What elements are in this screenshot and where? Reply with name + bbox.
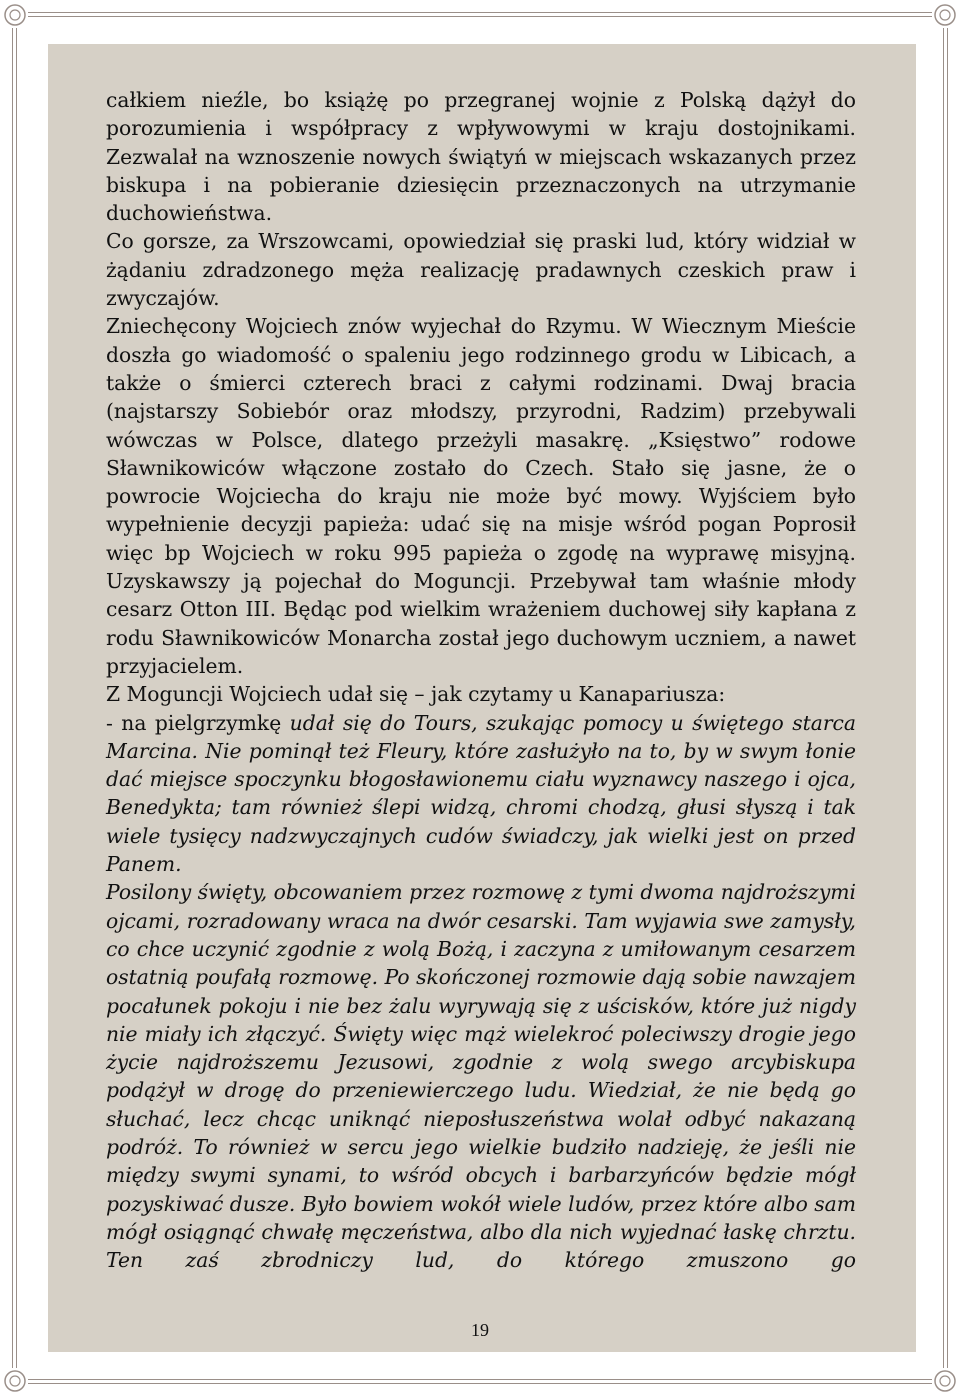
- paragraph-3: Zniechęcony Wojciech znów wyjechał do Rzymu. W Wiecznym Mieście doszła go wiadomość o spaleniu jego rodzinnego grodu w Libicach, a także o śmierci czterech braci z całymi rodzinami. Dwaj bracia (najstarszy Sobiebór oraz młodszy, przyrodni, Radzim) przebywali wówczas w Polsce, dlatego przeżyli masakrę. „Księstwo” rodowe Sławnikowiców włączone zostało do Czech. Stało się jasne, że o powrocie Wojciecha do kraju nie może być mowy. Wyjściem było wypełnienie decyzji papieża: udać się na misje wśród pogan Poprosił więc bp Wojciech w roku 995 papieża o zgodę na wyprawę misyjną. Uzyskawszy ją pojechał do Moguncji. Przebywał tam właśnie młody cesarz Otton III. Będąc pod wielkim wrażeniem duchowej siły kapłana z rodu Sławnikowiców Monarcha został jego duchowym uczniem, a nawet przyjacielem.: [106, 314, 856, 678]
- paragraph-2: Co gorsze, za Wrszowcami, opowiedział się praski lud, który widział w żądaniu zdradzonego męża realizację pradawnych czeskich praw i zwyczajów.: [106, 229, 856, 311]
- quote-text-2: Posilony święty, obcowaniem przez rozmowę z tymi dwoma najdroższymi ojcami, rozradowany wraca na dwór cesarski. Tam wyjawia swe zamysły, co chce uczynić zgodnie z wolą Bożą, i zaczyna z umiłowanym cesarzem ostatnią poufałą rozmowę. Po skończonej rozmowie dają sobie nawzajem pocałunek pokoju i nie bez żalu wyrywają się z uścisków, które już nigdy nie miały ich złączyć. Święty więc mąż wielekroć poleciwszy drogie jego życie najdroższemu Jezusowi, zgodnie z wolą swego arcybiskupa podążył w drogę do przeniewierczego ludu. Wiedział, że nie będą go słuchać, lecz chcąc uniknąć nieposłuszeństwa wolał odbyć nakazaną podróż. To również w sercu jego wielkie budziło nadzieję, że jeśli nie między swymi synami, to wśród obcych i barbarzyńców będzie mógł pozyskiwać dusze. Było bowiem wokół wiele ludów, przez które albo sam mógł osiągnąć chwałę męczeństwa, albo dla nich wyjednać łaskę chrztu. Ten zaś zbrodniczy lud, do którego zmuszono go: [106, 880, 856, 1273]
- frame-top-line: [28, 12, 932, 17]
- frame-right-line: [943, 28, 948, 1368]
- frame-bottom-line: [28, 1379, 932, 1384]
- quote-paragraph-1: [106, 709, 856, 879]
- paragraph-4: Z Moguncji Wojciech udał się – jak czytamy u Kanapariusza:: [106, 682, 726, 707]
- corner-ornament-bottom-right: [932, 1368, 958, 1394]
- page-number: 19: [471, 1320, 489, 1340]
- corner-ornament-top-right: [932, 2, 958, 28]
- corner-ornament-top-left: [2, 2, 28, 28]
- quote-prefix: - na pielgrzymkę: [106, 710, 290, 735]
- quote-text-1: udał się do Tours, szukając pomocy u świętego starca Marcina. Nie pominął też Fleury, które zasłużyło na to, by w swym łonie dać miejsce spoczynku błogosławionemu ciału wyznawcy naszego i ojca, Benedykta; tam również ślepi widzą, chromi chodzą, głusi słyszą i tak wiele tysięcy nadzwyczajnych cudów świadczy, jak wielki jest on przed Panem.: [106, 710, 856, 877]
- corner-ornament-bottom-left: [2, 1368, 28, 1394]
- quote-paragraph-2: [106, 878, 856, 1274]
- paragraph-1: całkiem nieźle, bo książę po przegranej wojnie z Polską dążył do porozumienia i współpracy z wpływowymi w kraju dostojnikami. Zezwalał na wznoszenie nowych świątyń w miejscach wskazanych przez biskupa i na pobieranie dziesięcin przeznaczonych na utrzymanie duchowieństwa.: [106, 88, 856, 226]
- body-text: [106, 86, 856, 1274]
- frame-left-line: [12, 28, 17, 1368]
